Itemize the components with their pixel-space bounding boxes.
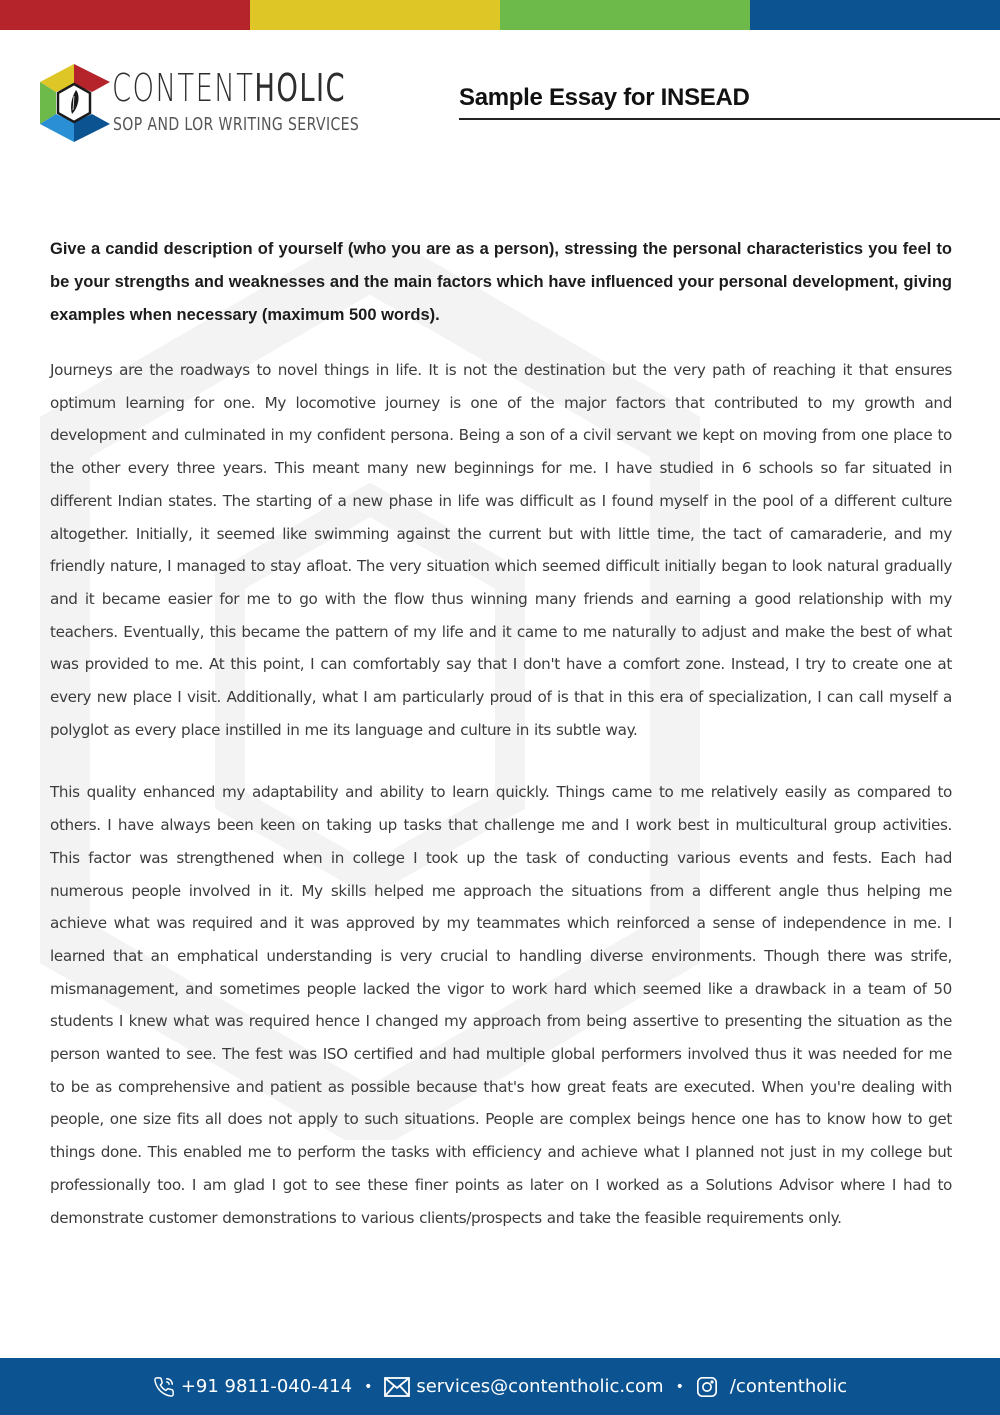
instagram-icon: [696, 1376, 718, 1398]
essay-body: [50, 233, 952, 1234]
brand-tagline: SOP AND LOR WRITING SERVICES: [113, 114, 360, 135]
contact-footer: [0, 1358, 1000, 1415]
phone-icon: [153, 1376, 175, 1398]
title-underline: [459, 118, 1000, 120]
brand-name-bold: HOLIC: [254, 66, 347, 110]
footer-phone[interactable]: [153, 1376, 352, 1398]
contentholic-logo: [34, 62, 364, 144]
color-bar-yellow: [250, 0, 500, 30]
essay-question: Give a candid description of yourself (who you are as a person), stressing the personal characteristics you feel to be your strengths and weaknesses and the main factors which have influenced your personal development, giving examples when necessary (maximum 500 words).: [50, 240, 952, 324]
essay-paragraph: Journeys are the roadways to novel things in life. It is not the destination but the very path of reaching it that ensures optimum learning for one. My locomotive journey is one of the major factors that contributed to my growth and development and culminated in my confident persona. Being a son of a civil servant we kept on moving from one place to the other every three years. This meant many new beginnings for me. I have studied in 6 schools so far situated in different Indian states. The starting of a new phase in life was difficult as I found myself in the pool of a different culture altogether. Initially, it seemed like swimming against the current but with little time, the tact of camaraderie, and my friendly nature, I managed to stay afloat. The very situation which seemed difficult initially began to look natural gradually and it became easier for me to go with the flow thus winning many friends and earning a good relationship with my teachers. Eventually, this became the pattern of my life and it came to me naturally to adjust and make the best of what was provided to me. At this point, I can comfortably say that I don't have a comfort zone. Instead, I try to create one at every new place I visit. Additionally, what I am particularly proud of is that in this era of specialization, I can call myself a polyglot as every place instilled in me its language and culture in its subtle way.: [50, 361, 952, 739]
phone-number: +91 9811-040-414: [180, 1376, 353, 1397]
brand-name-light: CONTENT: [112, 66, 255, 110]
color-bar-blue: [750, 0, 1000, 30]
social-handle: /contentholic: [729, 1376, 848, 1397]
footer-social[interactable]: [696, 1376, 847, 1398]
color-bar-red: [0, 0, 250, 30]
brand-name: [112, 66, 346, 110]
color-bar-green: [500, 0, 750, 30]
footer-separator: •: [675, 1378, 684, 1395]
footer-separator: •: [364, 1378, 373, 1395]
essay-paragraph: This quality enhanced my adaptability and ability to learn quickly. Things came to me relatively easily as compared to others. I have always been keen on taking up tasks that challenge me and I work best in multicultural group activities. This factor was strengthened when in college I took up the task of conducting various events and fests. Each had numerous people involved in it. My skills helped me approach the situations from a different angle thus helping me achieve what was required and it was approved by my teammates which reinforced a sense of independence in me. I learned that an emphatical understanding is very crucial to handling diverse environments. Though there was strife, mismanagement, and sometimes people lacked the vigor to work hard which seemed like a drawback in a team of 50 students I knew what was required hence I changed my approach from being assertive to presenting the situation as the person wanted to see. The fest was ISO certified and had multiple global performers involved thus it was needed for me to be as comprehensive and patient as possible because that's how great feats are executed. When you're dealing with people, one size fits all does not apply to such situations. People are complex beings hence one has to know how to get things done. This enabled me to perform the tasks with efficiency and achieve what I planned not just in my college but professionally too. I am glad I got to see these finer points as later on I worked as a Solutions Advisor where I had to demonstrate customer demonstrations to various clients/prospects and take the feasible requirements only.: [50, 783, 952, 1227]
footer-email[interactable]: [384, 1376, 663, 1397]
page-title: Sample Essay for INSEAD: [459, 84, 750, 111]
pen-nib-hexagon-icon: [34, 62, 114, 144]
email-address: services@contentholic.com: [416, 1376, 664, 1397]
mail-icon: [384, 1377, 410, 1397]
top-color-bar: [0, 0, 1000, 30]
